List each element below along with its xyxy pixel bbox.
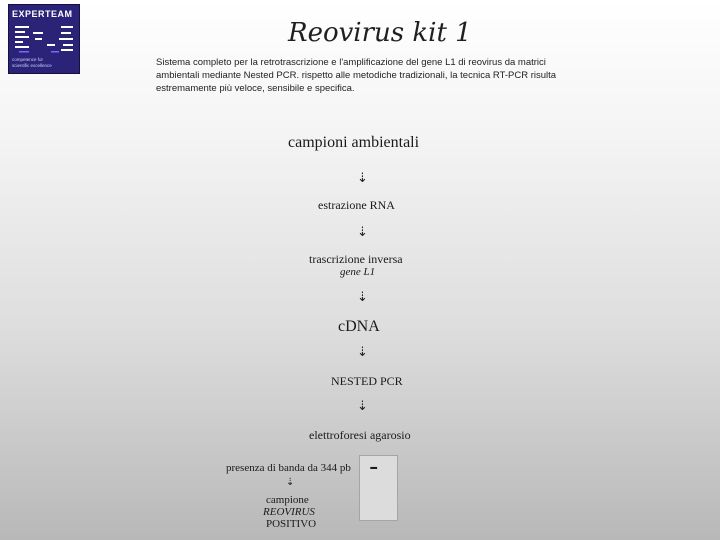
down-arrow-icon: ⇣ [357,290,368,305]
kit-description: Sistema completo per la retrotrascrizione e l'amplificazione del gene L1 di reovirus da matrici ambientali mediante Nested PCR. rispetto alle metodiche tradizionali, la tecnica RT-PCR risulta estremamente più veloce, sensibile e specifica. [156,57,557,94]
down-arrow-icon: ⇣ [357,171,368,186]
result-sample-label: campione [266,494,309,506]
page-title: Reovirus kit 1 [288,18,472,48]
result-band-condition: presenza di banda da 344 pb [226,462,351,474]
step-reverse-transcription: trascrizione inversa [309,252,403,266]
step-nested-pcr: NESTED PCR [331,374,403,388]
step-environmental-samples: campioni ambientali [288,134,420,151]
step-gene-label: gene L1 [340,266,376,278]
result-positive-label: POSITIVO [266,518,317,530]
down-arrow-icon: ⇣ [357,225,368,240]
result-reovirus-label: REOVIRUS [263,506,315,518]
step-rna-extraction: estrazione RNA [318,198,395,212]
gel-result-box [359,452,398,521]
logo-bars-icon [15,24,77,54]
down-arrow-icon: ⇣ [357,345,368,360]
logo-tagline: competence for scientific excellence [12,57,52,68]
down-arrow-icon: ⇣ [286,477,295,488]
step-agarose-electrophoresis: elettroforesi agarosio [309,428,411,442]
gel-result-sign: - [369,452,379,482]
step-cdna: cDNA [338,318,380,335]
down-arrow-icon: ⇣ [357,399,368,414]
experteam-logo [8,4,80,74]
logo-name: EXPERTEAM [12,9,73,19]
